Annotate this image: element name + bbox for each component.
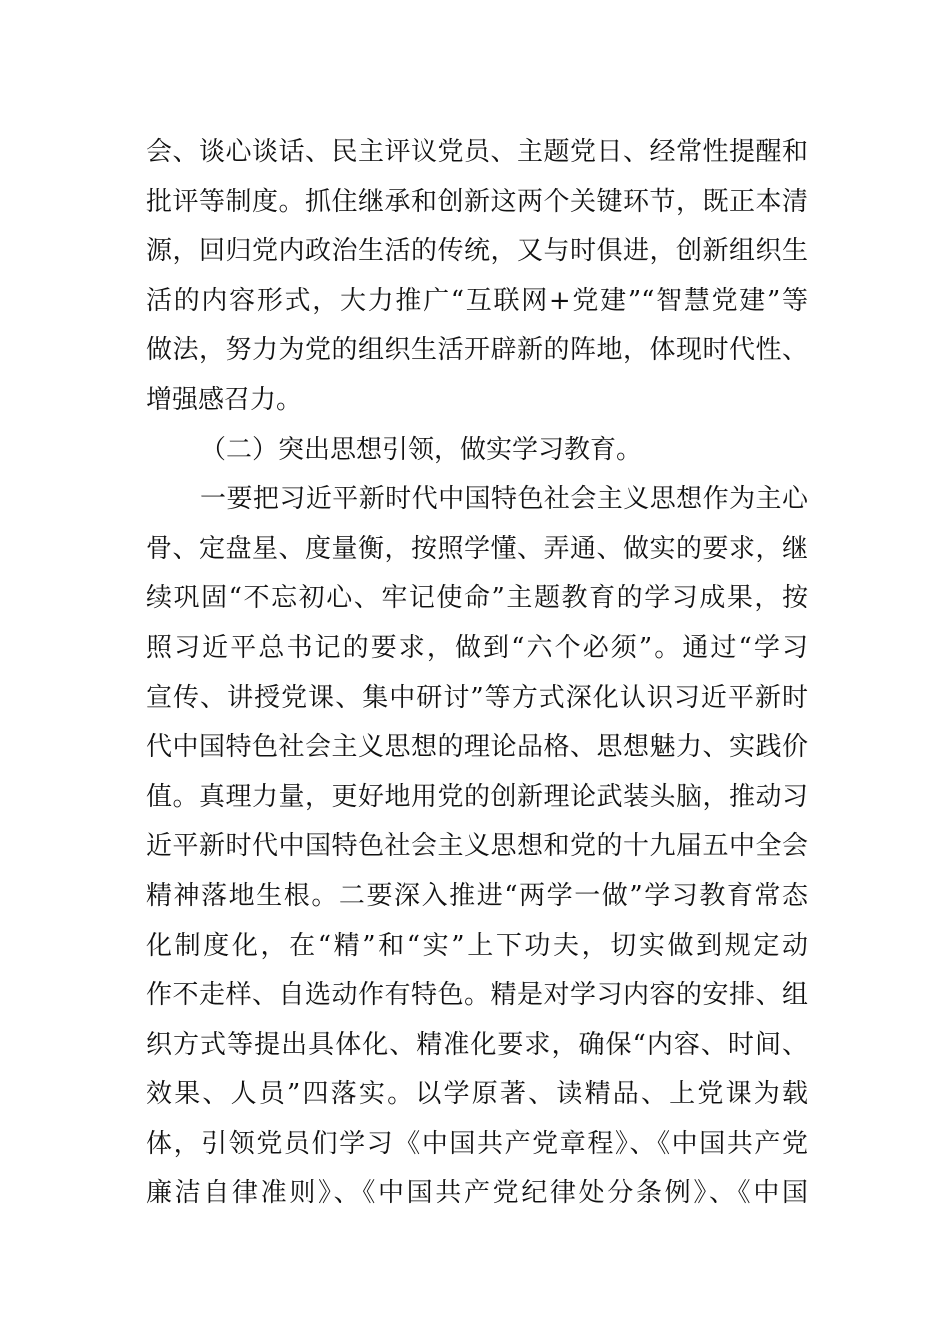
text-line: 值。真理力量，更好地用党的创新理论武装头脑，推动习 — [146, 781, 808, 812]
text-line: 源，回归党内政治生活的传统，又与时俱进，创新组织生 — [146, 236, 808, 267]
text-line: 体，引领党员们学习《中国共产党章程》、《中国共产党 — [146, 1128, 808, 1159]
text-line: 宣传、讲授党课、集中研讨”等方式深化认识习近平新时 — [146, 682, 808, 713]
text-line: 续巩固“不忘初心、牢记使命”主题教育的学习成果，按 — [146, 583, 808, 614]
text-line: 近平新时代中国特色社会主义思想和党的十九届五中全会 — [146, 831, 808, 862]
text-line: 照习近平总书记的要求，做到“六个必须”。通过“学习 — [146, 632, 808, 663]
text-line: 代中国特色社会主义思想的理论品格、思想魅力、实践价 — [146, 732, 808, 763]
text-line: 一要把习近平新时代中国特色社会主义思想作为主心 — [200, 484, 808, 515]
text-line: 骨、定盘星、度量衡，按照学懂、弄通、做实的要求，继 — [146, 533, 808, 564]
text-line: 增强感召力。 — [146, 384, 303, 415]
text-line: 批评等制度。抓住继承和创新这两个关键环节，既正本清 — [146, 186, 808, 217]
text-line: 作不走样、自选动作有特色。精是对学习内容的安排、组 — [146, 980, 808, 1011]
section-heading: （二）突出思想引领，做实学习教育。 — [200, 434, 643, 465]
document-body — [146, 128, 808, 1219]
text-line: 织方式等提出具体化、精准化要求，确保“内容、时间、 — [146, 1029, 808, 1060]
text-line: 做法，努力为党的组织生活开辟新的阵地，体现时代性、 — [146, 335, 808, 366]
text-line: 效果、人员”四落实。以学原著、读精品、上党课为载 — [146, 1079, 808, 1110]
text-line: 廉洁自律准则》、《中国共产党纪律处分条例》、《中国 — [146, 1178, 808, 1209]
text-line: 化制度化，在“精”和“实”上下功夫，切实做到规定动 — [146, 930, 808, 961]
text-line: 活的内容形式，大力推广“互联网+党建”“智慧党建”等 — [146, 285, 808, 316]
text-line: 会、谈心谈话、民主评议党员、主题党日、经常性提醒和 — [146, 137, 808, 167]
text-line: 精神落地生根。二要深入推进“两学一做”学习教育常态 — [146, 880, 808, 911]
